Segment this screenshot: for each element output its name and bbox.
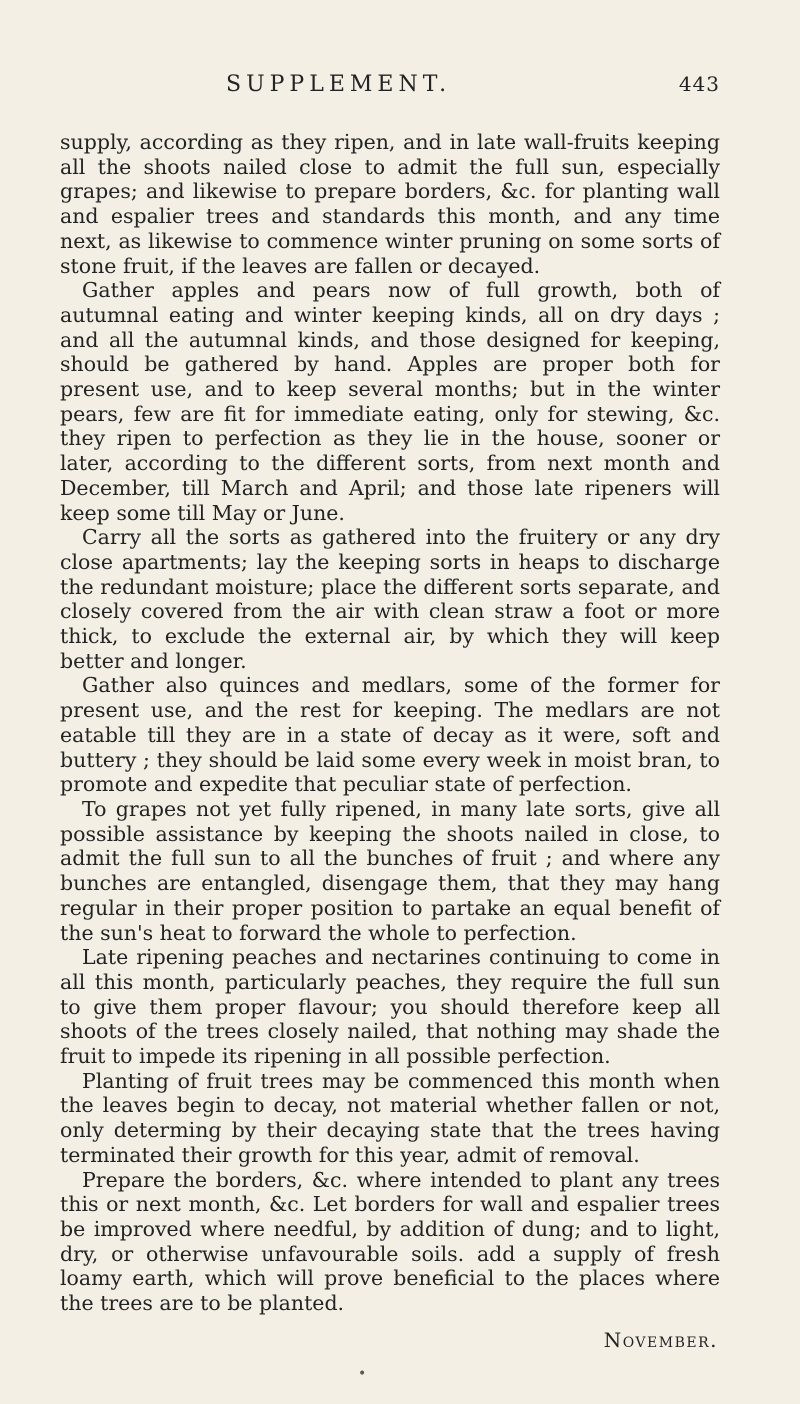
- page-header-title: SUPPLEMENT.: [226, 72, 452, 97]
- paragraph-gather-apples: Gather apples and pears now of full growth, both of autumnal eating and winter keeping kinds, all on dry days ; and all the autumnal kinds, and those designed for keeping, should be gathered by hand. Apples are proper both for present use, and to keep several months; but in the winter pears, few are fit for immediate eating, only for stewing, &c. they ripen to perfection as they lie in the house, sooner or later, according to the different sorts, from next month and December, till March and April; and those late ripeners will keep some till May or June.: [60, 278, 720, 525]
- paragraph-carry-sorts: Carry all the sorts as gathered into the fruitery or any dry close apartments; lay the keeping sorts in heaps to discharge the redundant moisture; place the different sorts separate, and closely covered from the air with clean straw a foot or more thick, to exclude the external air, by which they will keep better and longer.: [60, 525, 720, 673]
- paragraph-planting: Planting of fruit trees may be commenced this month when the leaves begin to decay, not material whether fallen or not, only determing by their decaying state that the trees having terminated their growth for this year, admit of removal.: [60, 1068, 720, 1167]
- body-text: [60, 130, 720, 1316]
- paragraph-continuation: supply, according as they ripen, and in late wall-fruits keeping all the shoots nailed close to admit the full sun, especially grapes; and likewise to prepare borders, &c. for planting wall and espalier trees and standards this month, and any time next, as likewise to commence winter pruning on some sorts of stone fruit, if the leaves are fallen or decayed.: [60, 130, 720, 278]
- paragraph-grapes: To grapes not yet fully ripened, in many late sorts, give all possible assistance by keeping the shoots nailed in close, to admit the full sun to all the bunches of fruit ; and where any bunches are entangled, disengage them, that they may hang regular in their proper position to partake an equal benefit of the sun's heat to forward the whole to perfection.: [60, 796, 720, 945]
- catchword: November.: [603, 1328, 718, 1352]
- paragraph-prepare-borders: Prepare the borders, &c. where intended to plant any trees this or next month, &c. Let borders for wall and espalier trees be improved where needful, by addition of dung; and to light, dry, or otherwise unfavourable soils. add a supply of fresh loamy earth, which will prove beneficial to the places where the trees are to be planted.: [60, 1167, 720, 1316]
- running-header: [60, 72, 720, 108]
- paragraph-peaches-nectarines: Late ripening peaches and nectarines continuing to come in all this month, particularly peaches, they require the full sun to give them proper flavour; you should therefore keep all shoots of the trees closely nailed, that nothing may shade the fruit to impede its ripening in all possible perfection.: [60, 945, 720, 1069]
- small-mark-icon: •: [358, 1366, 367, 1382]
- paragraph-quinces-medlars: Gather also quinces and medlars, some of the former for present use, and the rest for keeping. The medlars are not eatable till they are in a state of decay as it were, soft and buttery ; they should be laid some every week in moist bran, to promote and expedite that peculiar state of perfection.: [60, 673, 720, 797]
- page-number: 443: [678, 72, 720, 96]
